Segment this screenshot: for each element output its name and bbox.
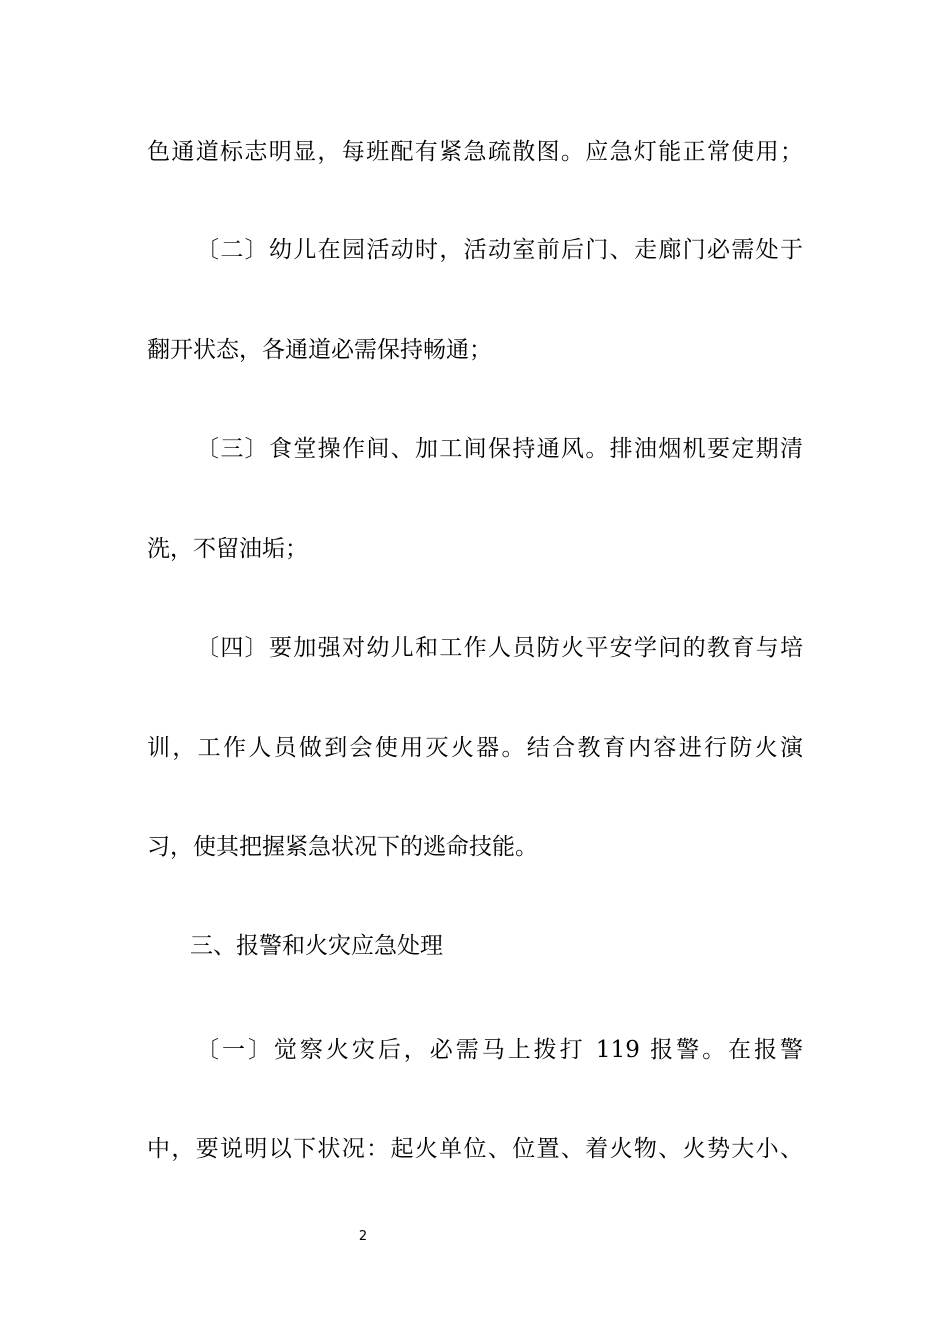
text-line-4: 〔三〕食堂操作间、加工间保持通风。排油烟机要定期清 xyxy=(196,436,803,462)
section-heading: 三、报警和火灾应急处理 xyxy=(190,933,443,959)
text-line-2: 〔二〕幼儿在园活动时，活动室前后门、走廊门必需处于 xyxy=(196,237,803,263)
text-line-3: 翻开状态，各通道必需保持畅通； xyxy=(147,337,492,363)
text-line-6: 〔四〕要加强对幼儿和工作人员防火平安学问的教育与培 xyxy=(196,635,803,661)
page-number: 2 xyxy=(358,1229,368,1244)
text-line-11: 中，要说明以下状况：起火单位、位置、着火物、火势大小、 xyxy=(147,1136,803,1162)
text-line-8: 习，使其把握紧急状况下的逃命技能。 xyxy=(147,834,538,860)
text-line-10: 〔一〕觉察火灾后，必需马上拨打 119 报警。在报警 xyxy=(196,1037,803,1063)
text-line-5: 洗，不留油垢； xyxy=(147,536,308,562)
text-line-1: 色通道标志明显，每班配有紧急疏散图。应急灯能正常使用； xyxy=(147,139,803,165)
text-line-7: 训，工作人员做到会使用灭火器。结合教育内容进行防火演 xyxy=(147,735,803,761)
